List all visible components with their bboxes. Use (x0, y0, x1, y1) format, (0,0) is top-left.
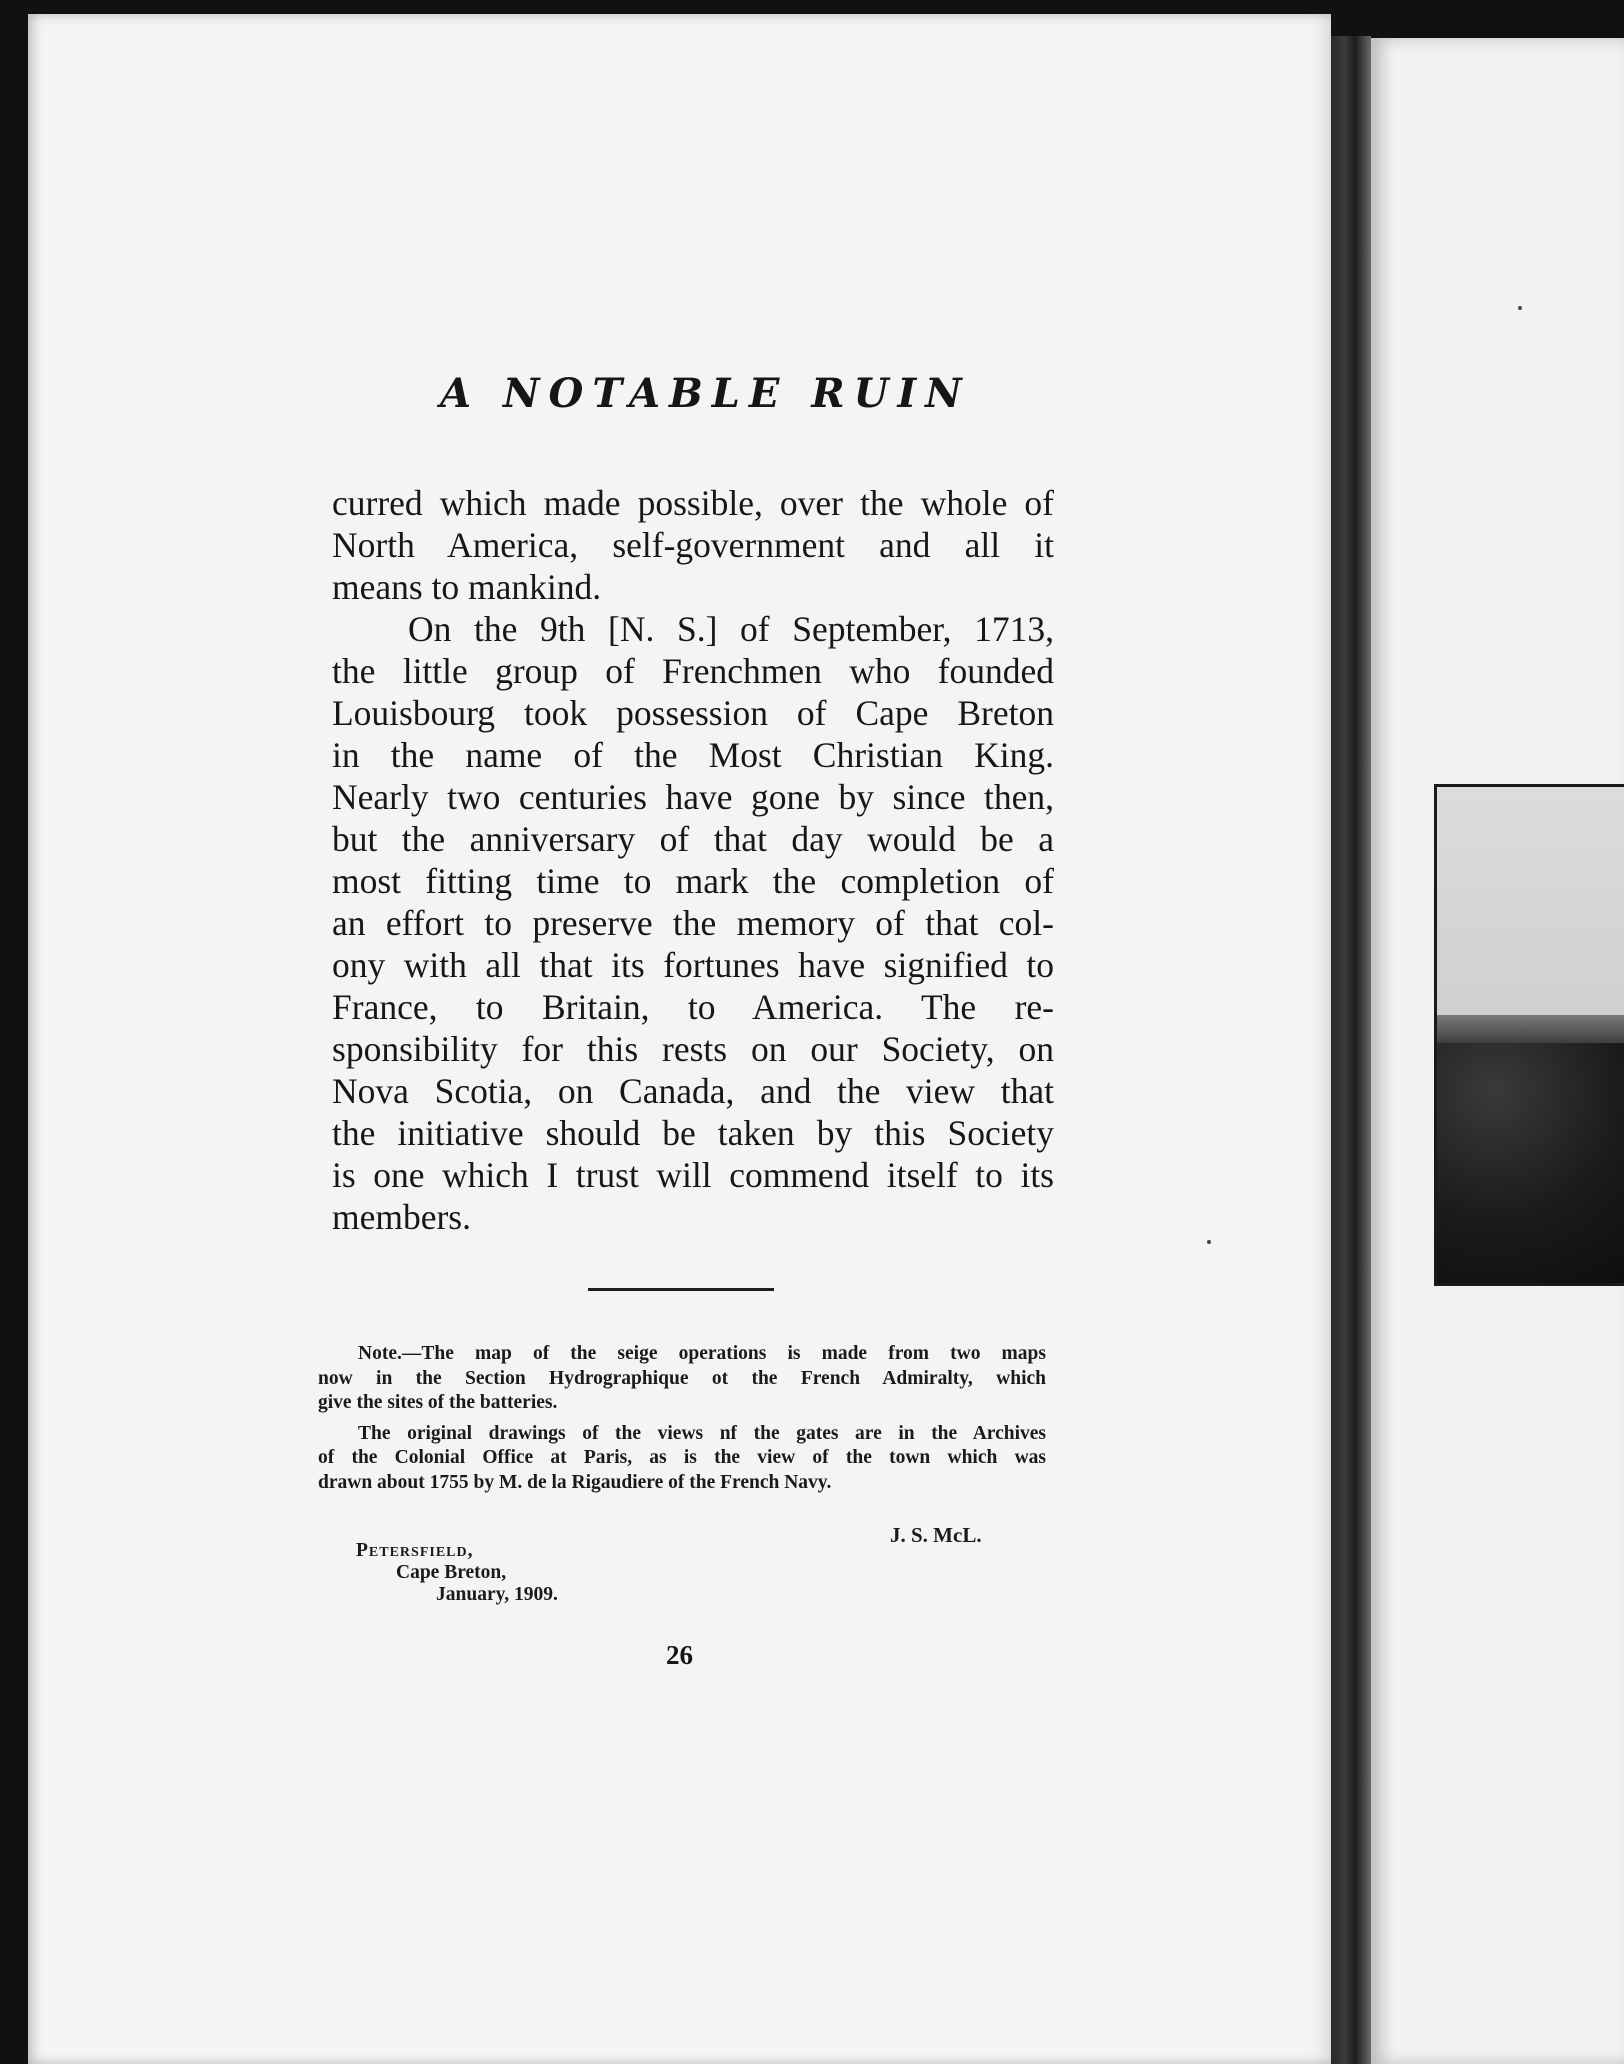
footnote-line: drawn about 1755 by M. de la Rigaudiere of the French Navy. (318, 1471, 832, 1493)
body-line: members. (332, 1197, 472, 1237)
body-line: On the 9th [N. S.] of September, 1713, (408, 609, 1054, 649)
body-line: Nearly two centuries have gone by since then, (332, 777, 1054, 817)
body-line: most fitting time to mark the completion of (332, 861, 1054, 901)
body-line: means to mankind. (332, 567, 602, 607)
paper-speck (1207, 1240, 1211, 1244)
book-gutter (1331, 36, 1371, 2064)
place-line: Petersfield, (356, 1540, 474, 1561)
body-line: the little group of Frenchmen who founded (332, 651, 1054, 691)
body-line: Louisbourg took possession of Cape Breton (332, 693, 1054, 733)
body-line: an effort to preserve the memory of that col- (332, 903, 1054, 943)
place-line: Cape Breton, (396, 1562, 507, 1583)
body-line: curred which made possible, over the whole of (332, 483, 1054, 523)
photo-sky (1437, 787, 1624, 1027)
body-text (332, 482, 1054, 1238)
paper-speck (1518, 306, 1522, 310)
footnote-line: now in the Section Hydrographique ot the French Admiralty, which (318, 1367, 1046, 1389)
photo-ground (1437, 1043, 1624, 1283)
footnote (318, 1342, 1046, 1495)
section-divider (588, 1288, 774, 1291)
footnote-line: Note.—The map of the seige operations is made from two maps (358, 1343, 1046, 1364)
running-head: A NOTABLE RUIN (440, 370, 971, 417)
body-line: but the anniversary of that day would be a (332, 819, 1054, 859)
body-line: France, to Britain, to America. The re- (332, 987, 1054, 1027)
body-line: North America, self-government and all it (332, 525, 1054, 565)
author-initials: J. S. McL. (890, 1523, 982, 1547)
footnote-line: The original drawings of the views nf the gates are in the Archives (358, 1422, 1046, 1444)
body-line: the initiative should be taken by this Society (332, 1113, 1054, 1153)
body-line: ony with all that its fortunes have signified to (332, 945, 1054, 985)
body-line: Nova Scotia, on Canada, and the view that (332, 1071, 1054, 1111)
photo-ridge (1437, 1015, 1624, 1045)
page-number: 26 (666, 1640, 693, 1670)
date-line: January, 1909. (436, 1584, 558, 1605)
body-line: in the name of the Most Christian King. (332, 735, 1054, 775)
place-and-date (356, 1540, 558, 1606)
footnote-line: give the sites of the batteries. (318, 1392, 558, 1413)
body-line: is one which I trust will commend itself to its (332, 1155, 1054, 1195)
photo-plate (1434, 784, 1624, 1286)
footnote-line: of the Colonial Office at Paris, as is the view of the town which was (318, 1447, 1046, 1468)
body-line: sponsibility for this rests on our Society, on (332, 1029, 1054, 1069)
